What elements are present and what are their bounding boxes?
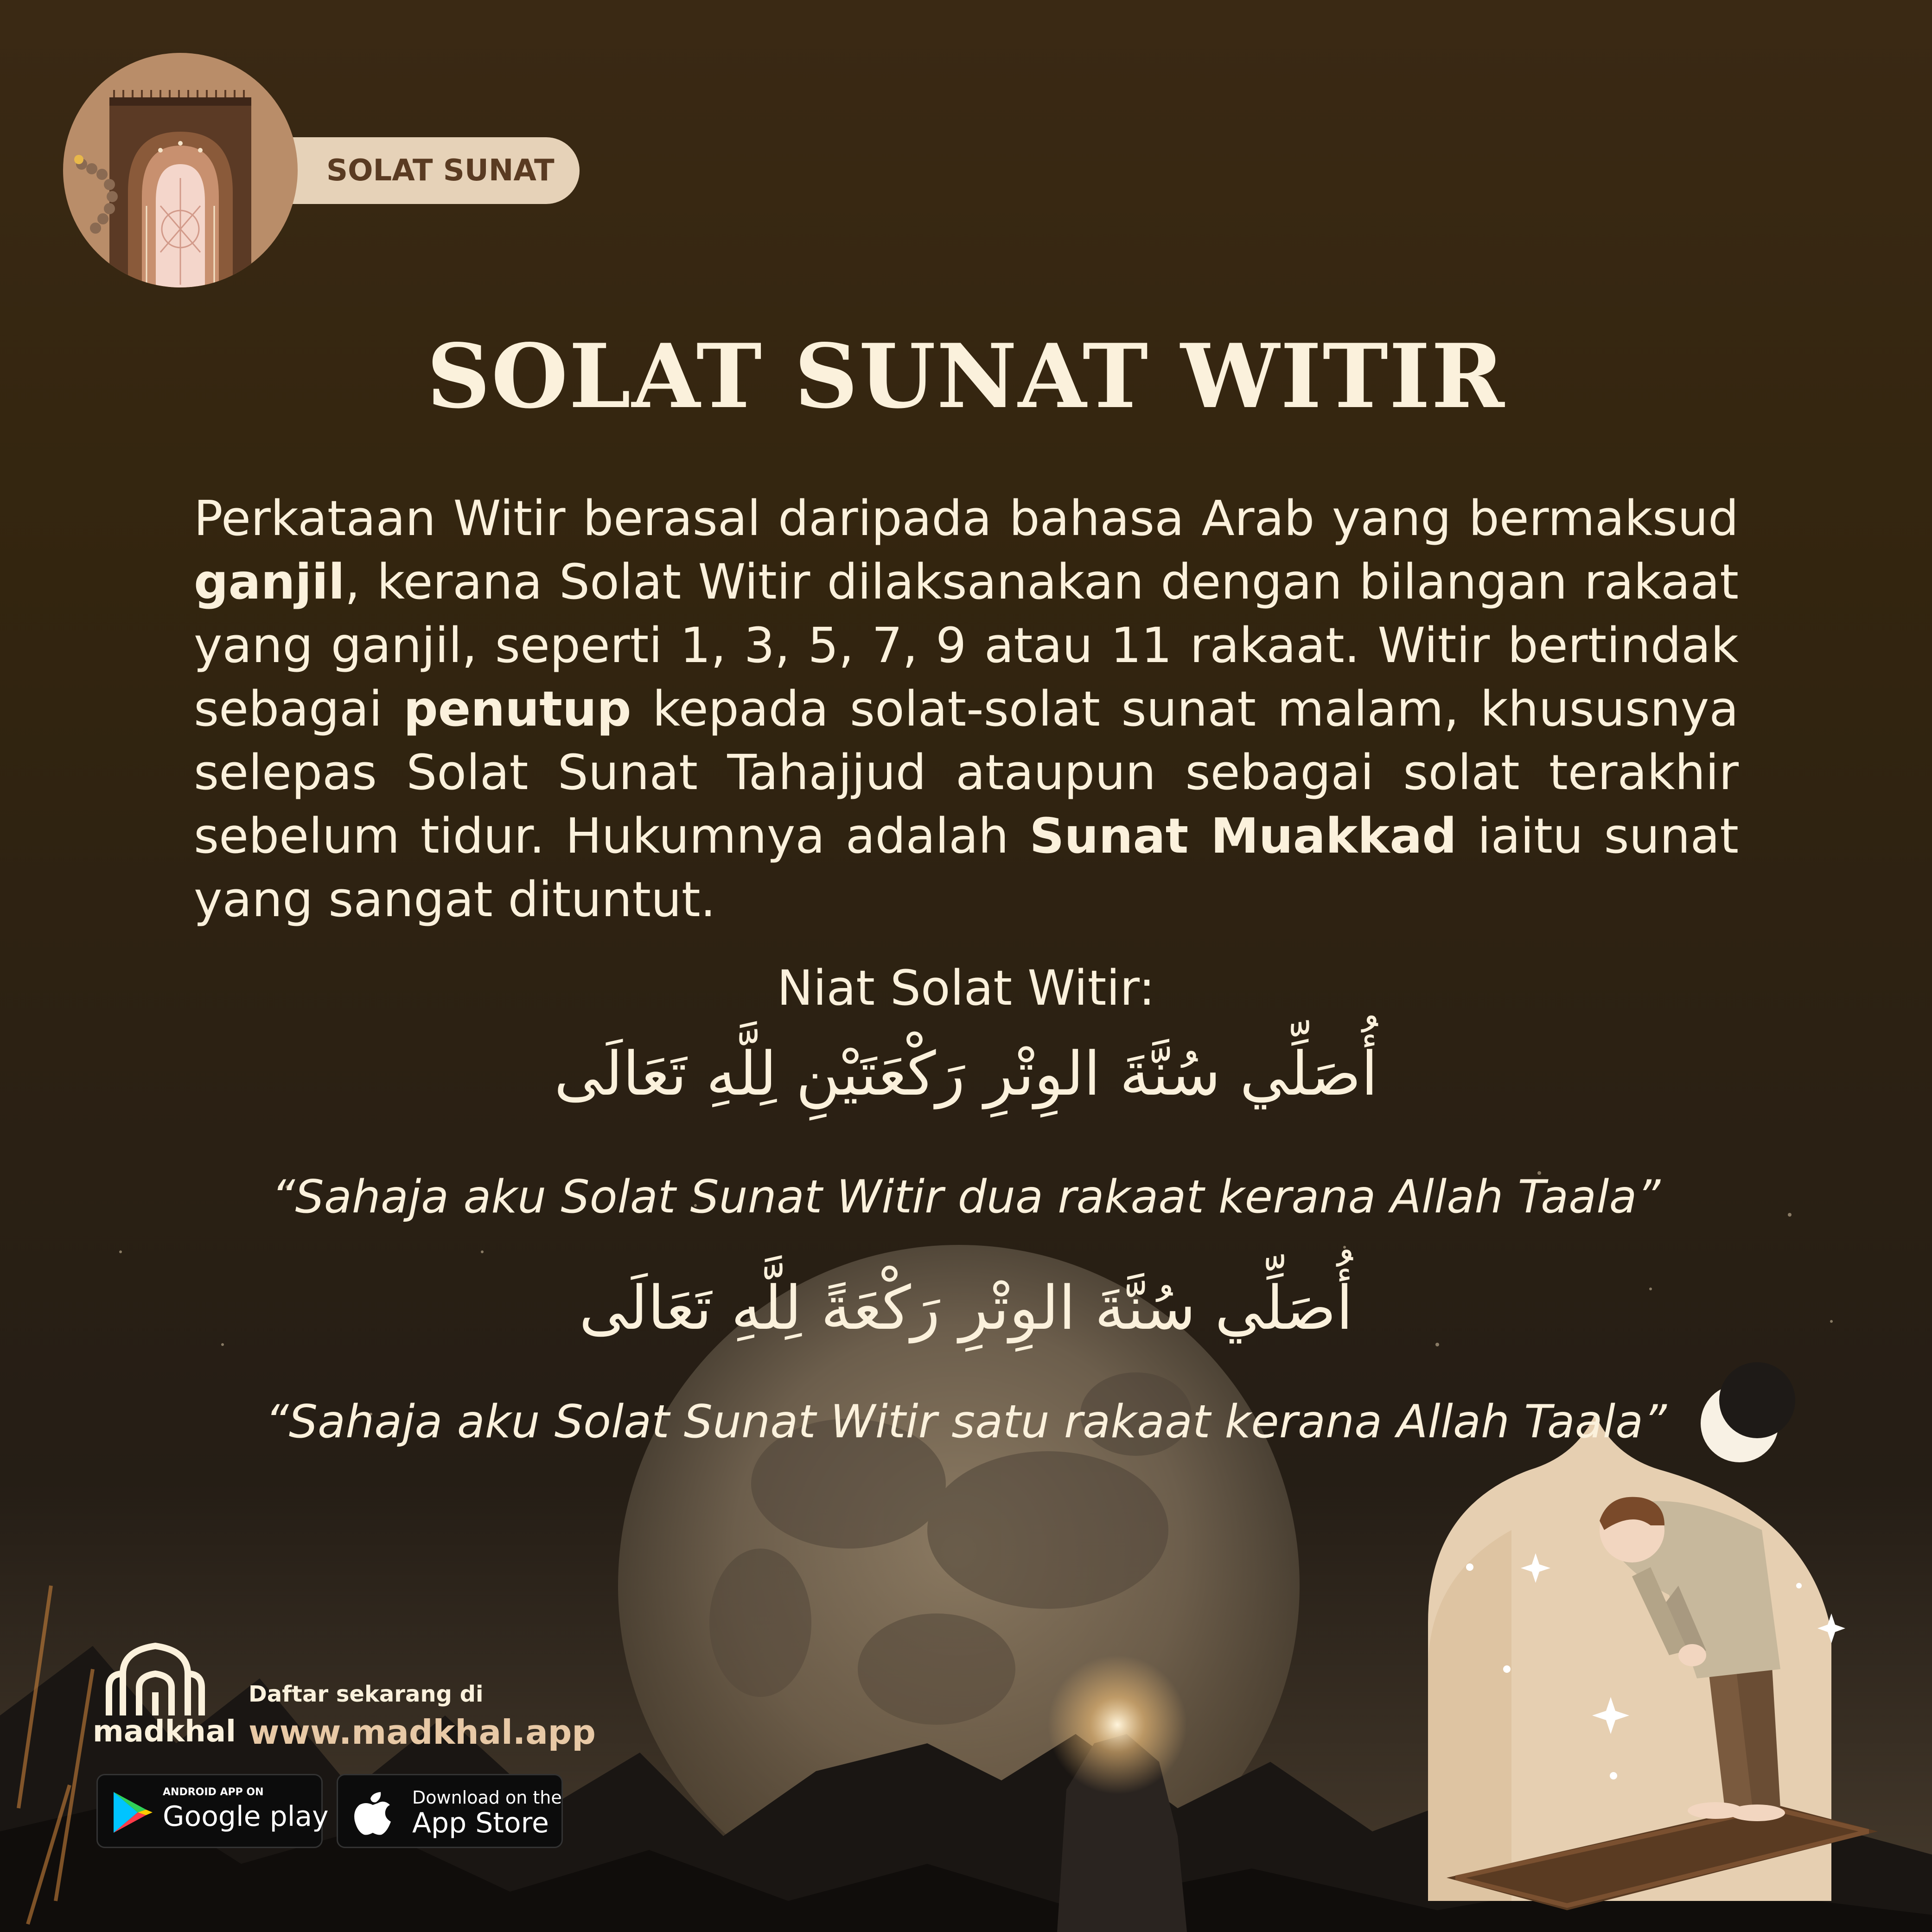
cta-url-link[interactable]: www.madkhal.app: [249, 1713, 596, 1752]
intro-text-3: kepada solat-solat sunat malam, khususnya selepas Solat Sunat Tahajjud ataupun sebagai solat terakhir sebelum tidur. Hukumnya adalah: [194, 681, 1739, 864]
translation-two-rakaat: “Sahaja aku Solat Sunat Witir dua rakaat kerana Allah Taala”: [271, 1171, 1661, 1224]
app-store-big-text: App Store: [412, 1807, 549, 1839]
google-play-icon: [109, 1789, 155, 1836]
badge-circle: [63, 53, 298, 287]
translation-one-rakaat: “Sahaja aku Solat Sunat Witir satu rakaat kerana Allah Taala”: [265, 1396, 1667, 1448]
niat-heading: Niat Solat Witir:: [777, 960, 1155, 1016]
apple-icon: [352, 1788, 394, 1836]
intro-text-4: iaitu sunat yang sangat dituntut.: [194, 808, 1739, 928]
intro-text-2: , kerana Solat Witir dilaksanakan dengan bilangan rakaat yang ganjil, seperti 1, 3, 5, 7, 9 atau 11 rakaat. Witir bertindak sebagai: [194, 554, 1739, 737]
intro-paragraph: [194, 487, 1739, 931]
page-title: SOLAT SUNAT WITIR: [427, 325, 1505, 428]
app-store-button[interactable]: [337, 1774, 563, 1848]
badge-label: SOLAT SUNAT: [326, 153, 555, 188]
cta-label: Daftar sekarang di: [249, 1681, 484, 1707]
madkhal-logo-text: madkhal: [93, 1715, 236, 1749]
light-glow: [1048, 1655, 1187, 1794]
google-play-small-text: ANDROID APP ON: [163, 1786, 264, 1798]
mihrab-arch-icon: [63, 53, 298, 287]
google-play-big-text: Google play: [163, 1800, 329, 1833]
arabic-niat-two-rakaat: أُصَلِّي سُنَّةَ الوِتْرِ رَكْعَتَيْنِ لِلَّهِ تَعَالَى: [554, 1039, 1378, 1109]
google-play-button[interactable]: [96, 1774, 329, 1848]
intro-bold-penutup: penutup: [403, 681, 631, 737]
intro-bold-ganjil: ganjil: [194, 554, 345, 610]
madkhal-arch-logo-icon: [95, 1641, 216, 1720]
app-store-small-text: Download on the: [412, 1787, 562, 1808]
intro-text-1: Perkataan Witir berasal daripada bahasa Arab yang bermaksud: [194, 490, 1739, 547]
intro-bold-sunat-muakkad: Sunat Muakkad: [1029, 808, 1457, 864]
arabic-niat-one-rakaat: أُصَلِّي سُنَّةَ الوِتْرِ رَكْعَةً لِلَّهِ تَعَالَى: [579, 1273, 1353, 1343]
